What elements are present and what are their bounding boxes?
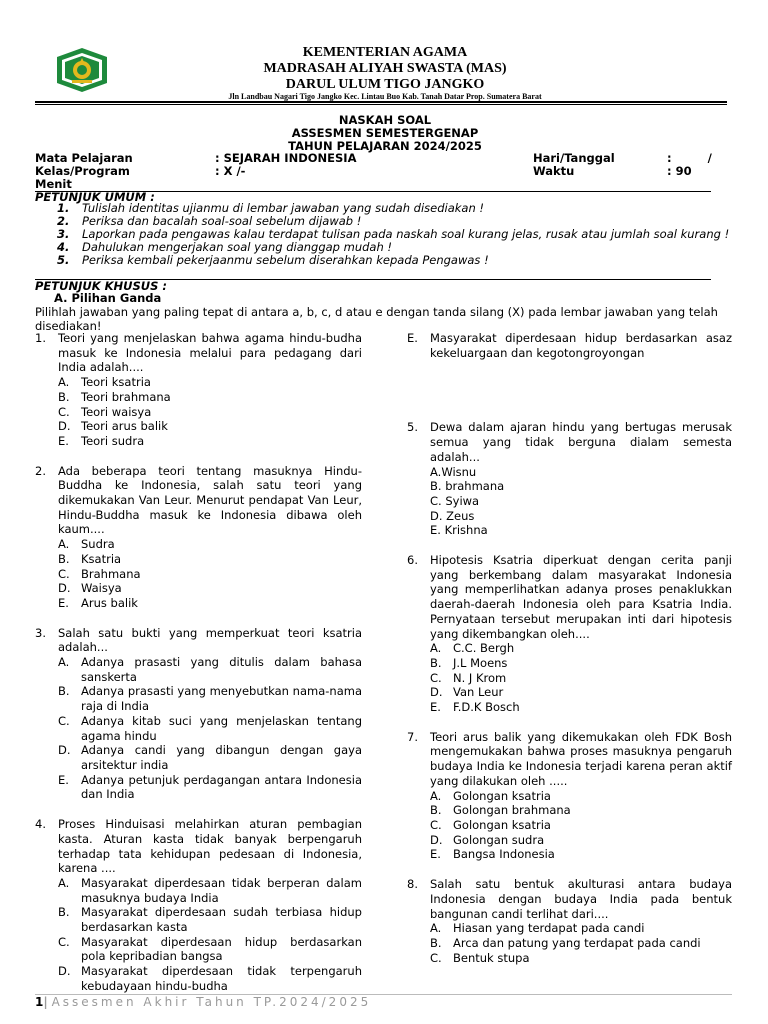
item-number: 3. <box>57 227 70 241</box>
option-text: Teori sudra <box>81 433 145 448</box>
kelas-label: Kelas/Program <box>35 164 130 178</box>
option-letter: B. <box>430 655 442 670</box>
option-text: Sudra <box>81 537 115 552</box>
question-text: Salah satu bentuk akulturasi antara budaya Indonesia dengan budaya India pada bentuk bangunan candi terlihat dari.... <box>430 877 732 921</box>
petunjuk-khusus-title: PETUNJUK KHUSUS : <box>35 279 168 293</box>
option-text: Golongan ksatria <box>453 788 551 803</box>
waktu-label: Waktu <box>533 164 575 178</box>
option-letter: C. <box>58 566 70 581</box>
kemenag-logo <box>55 47 109 93</box>
option[interactable] <box>430 700 732 715</box>
option[interactable] <box>58 434 362 449</box>
option-continuation[interactable] <box>407 331 732 360</box>
menit-label: Menit <box>35 177 72 191</box>
option[interactable] <box>58 390 362 405</box>
option[interactable] <box>430 847 732 862</box>
option-text: Masyarakat diperdesaan hidup berdasarkan pola kepribadian bangsa <box>81 934 362 964</box>
option[interactable] <box>430 685 732 700</box>
petunjuk-umum-item <box>57 254 737 267</box>
option[interactable] <box>430 671 732 686</box>
option-letter: B. <box>58 389 70 404</box>
option-letter: C. <box>58 404 70 419</box>
option[interactable] <box>430 523 732 538</box>
question-text: Teori arus balik yang dikemukakan oleh FDK Bosh mengemukakan bahwa proses masuknya pengaruh budaya India ke Indonesia terjadi karena peran aktif yang dilakukan oleh ..... <box>430 729 732 788</box>
item-number: 1. <box>57 201 70 215</box>
footer-separator: | <box>43 995 48 1009</box>
option-text: Teori waisya <box>81 404 152 419</box>
option-letter: E. <box>407 331 418 345</box>
option[interactable] <box>430 921 732 936</box>
item-text: Periksa dan bacalah soal-soal sebelum dijawab ! <box>82 214 362 228</box>
option-text: F.D.K Bosch <box>453 700 520 715</box>
option[interactable] <box>430 494 732 509</box>
question <box>35 817 362 993</box>
option[interactable] <box>430 789 732 804</box>
option[interactable] <box>58 743 362 772</box>
option[interactable] <box>430 479 732 494</box>
waktu-value: : 90 <box>667 164 692 178</box>
option-letter: E. <box>430 700 441 715</box>
option-letter: E. <box>58 595 69 610</box>
header-school: MADRASAH ALIYAH SWASTA (MAS) <box>263 61 507 76</box>
option-letter: A. <box>58 875 70 890</box>
question-number: 7. <box>407 729 418 744</box>
option[interactable] <box>430 951 732 966</box>
item-number: 5. <box>57 253 70 267</box>
option-text: Golongan brahmana <box>453 803 571 818</box>
option[interactable] <box>430 509 732 524</box>
item-text: Dahulukan mengerjakan soal yang dianggap mudah ! <box>82 240 393 254</box>
option-text: Golongan ksatria <box>453 817 551 832</box>
question <box>407 877 732 965</box>
option-text: Arca dan patung yang terdapat pada candi <box>453 935 701 950</box>
option[interactable] <box>430 656 732 671</box>
option-letter: E. <box>58 772 69 787</box>
footer-text: Assesmen Akhir Tahun TP.2024/2025 <box>51 995 372 1009</box>
question-text: Proses Hinduisasi melahirkan aturan pembagian kasta. Aturan kasta tidak banyak berpengaruh terhadap tata kehidupan pedesaan di Indonesia, karena .... <box>58 817 362 876</box>
option-letter: A. <box>58 655 70 670</box>
option[interactable] <box>58 552 362 567</box>
option-text: A.Wisnu <box>430 464 477 479</box>
kelas-value: : X /- <box>215 164 246 178</box>
option-text: D. Zeus <box>430 508 475 523</box>
option[interactable] <box>58 537 362 552</box>
option-text: Brahmana <box>81 566 141 581</box>
option-text: E. Krishna <box>430 523 488 538</box>
options <box>58 537 362 611</box>
option[interactable] <box>430 818 732 833</box>
header-divider <box>35 101 727 103</box>
options <box>58 375 362 449</box>
option[interactable] <box>58 876 362 905</box>
petunjuk-umum-list <box>57 202 737 267</box>
option-letter: D. <box>58 743 71 758</box>
option-text: Masyarakat diperdesaan tidak berperan dalam masuknya budaya India <box>81 875 362 905</box>
option-letter: A. <box>58 537 70 552</box>
option-text: Bangsa Indonesia <box>453 847 555 862</box>
option-letter: C. <box>430 817 442 832</box>
question-number: 1. <box>35 331 46 345</box>
option-text: Masyarakat diperdesaan hidup berdasarkan asaz kekeluargaan dan kegotongroyongan <box>430 331 732 360</box>
option-text: Adanya petunjuk perdagangan antara Indonesia dan India <box>81 772 362 802</box>
questions-left-column <box>35 331 362 994</box>
option-letter: E. <box>58 433 69 448</box>
question-text: Salah satu bukti yang memperkuat teori ksatria adalah... <box>58 625 362 655</box>
options <box>430 921 732 965</box>
option-letter: D. <box>430 832 443 847</box>
question-number: 4. <box>35 817 46 832</box>
doc-subtitle: ASSESMEN SEMESTERGENAP <box>291 126 479 140</box>
option-letter: D. <box>58 581 71 596</box>
option-text: Ksatria <box>81 551 122 566</box>
question-text: Dewa dalam ajaran hindu yang bertugas merusak semua yang tidak berguna dialam semesta adalah... <box>430 420 732 464</box>
options <box>58 655 362 802</box>
question-text: Hipotesis Ksatria diperkuat dengan cerita panji yang berkembang dalam masyarakat Indonesia yang memperlihatkan adanya proses penaklukkan daerah-daerah Indonesia oleh para Ksatria India. Pernyataan tersebut merupakan inti dari hipotesis yang dikembangkan oleh.... <box>430 553 732 641</box>
option[interactable] <box>58 935 362 964</box>
option-text: Teori ksatria <box>81 375 151 390</box>
option[interactable] <box>58 684 362 713</box>
options <box>430 641 732 715</box>
question <box>407 420 732 538</box>
option-letter: C. <box>430 950 442 965</box>
option-letter: A. <box>430 921 442 936</box>
question-number: 3. <box>35 625 46 640</box>
option-letter: A. <box>430 788 442 803</box>
header-divider-thin <box>35 104 727 105</box>
option-text: Bentuk stupa <box>453 950 530 965</box>
option-letter: E. <box>430 847 441 862</box>
item-number: 2. <box>57 214 70 228</box>
option[interactable] <box>58 405 362 420</box>
doc-title: NASKAH SOAL <box>338 113 432 127</box>
question <box>35 464 362 611</box>
option-text: Masyarakat diperdesaan tidak terpengaruh kebudayaan hindu-budha <box>81 964 362 993</box>
pg-intro: Pilihlah jawaban yang paling tepat di antara a, b, c, d atau e dengan tanda silang (X) pada lembar jawaban yang telah disediakan! <box>35 305 718 333</box>
option-text: Adanya kitab suci yang menjelaskan tentang agama hindu <box>81 713 362 743</box>
header-ministry: KEMENTERIAN AGAMA <box>302 45 468 60</box>
question <box>35 626 362 802</box>
question <box>407 553 732 715</box>
header-school-name: DARUL ULUM TIGO JANGKO <box>285 77 485 92</box>
option[interactable] <box>430 641 732 656</box>
doc-year: TAHUN PELAJARAN 2024/2025 <box>288 139 482 153</box>
option-letter: D. <box>58 419 71 434</box>
section-pilihan-ganda: A. Pilihan Ganda <box>54 291 162 305</box>
option-letter: C. <box>430 670 442 685</box>
option-text: Van Leur <box>453 685 504 700</box>
option-text: N. J Krom <box>453 670 507 685</box>
option[interactable] <box>58 773 362 802</box>
item-text: Laporkan pada pengawas kalau terdapat tulisan pada naskah soal kurang jelas, rusak atau jumlah soal kurang ! <box>82 227 730 241</box>
mapel-value: : SEJARAH INDONESIA <box>215 151 357 165</box>
header-address: Jln Landbau Nagari Tigo Jangko Kec. Lintau Buo Kab. Tanah Datar Prop. Sumatera Barat <box>228 92 542 101</box>
option-letter: B. <box>430 935 442 950</box>
option-letter: C. <box>58 934 70 949</box>
option-letter: B. <box>430 803 442 818</box>
option[interactable] <box>430 803 732 818</box>
option-letter: C. <box>58 713 70 728</box>
option[interactable] <box>58 964 362 993</box>
questions-right-column <box>407 331 732 965</box>
options <box>430 465 732 539</box>
option-letter: A. <box>58 375 70 390</box>
option-text: Teori arus balik <box>81 419 168 434</box>
page-number: 1 <box>35 995 44 1009</box>
mapel-label: Mata Pelajaran <box>35 151 133 165</box>
option[interactable] <box>58 581 362 596</box>
question-number: 2. <box>35 463 46 478</box>
question-number: 5. <box>407 420 418 435</box>
options <box>58 876 362 994</box>
option-text: Teori brahmana <box>81 389 171 404</box>
options <box>430 789 732 863</box>
option[interactable] <box>58 655 362 684</box>
option-text: Hiasan yang terdapat pada candi <box>453 921 645 936</box>
petunjuk-umum-title: PETUNJUK UMUM : <box>35 190 155 204</box>
option-text: Adanya prasasti yang menyebutkan nama-nama raja di India <box>81 684 362 714</box>
option-letter: B. <box>58 905 70 920</box>
option-letter: D. <box>58 964 71 979</box>
item-text: Tulislah identitas ujianmu di lembar jawaban yang sudah disediakan ! <box>82 201 485 215</box>
option-text: Waisya <box>81 581 122 596</box>
option[interactable] <box>58 419 362 434</box>
option[interactable] <box>58 905 362 934</box>
question <box>407 730 732 862</box>
hari-value: : / <box>667 151 712 165</box>
hari-label: Hari/Tanggal <box>533 151 615 165</box>
option[interactable] <box>430 936 732 951</box>
option[interactable] <box>58 714 362 743</box>
option-text: J.L Moens <box>453 655 508 670</box>
question-text: Teori yang menjelaskan bahwa agama hindu-budha masuk ke Indonesia melalui para pedagang dari India adalah.... <box>58 331 362 375</box>
question-number: 8. <box>407 877 418 892</box>
option[interactable] <box>58 375 362 390</box>
option-text: C.C. Bergh <box>453 641 515 656</box>
option-letter: A. <box>430 641 442 656</box>
option[interactable] <box>430 465 732 480</box>
option-text: Arus balik <box>81 595 138 610</box>
option-letter: B. <box>58 551 70 566</box>
option-text: Adanya prasasti yang ditulis dalam bahasa sanskerta <box>81 655 362 684</box>
option[interactable] <box>58 567 362 582</box>
question-text: Ada beberapa teori tentang masuknya Hindu-Buddha ke Indonesia, salah satu teori yang dikemukakan Van Leur. Menurut pendapat Van Leur, Hindu-Buddha masuk ke Indonesia dibawa oleh kaum.... <box>58 463 362 537</box>
option-text: Golongan sudra <box>453 832 545 847</box>
item-number: 4. <box>57 240 70 254</box>
option-letter: D. <box>430 685 443 700</box>
option-text: Adanya candi yang dibangun dengan gaya arsitektur india <box>81 743 362 772</box>
option-letter: B. <box>58 684 70 699</box>
option[interactable] <box>430 833 732 848</box>
option-text: C. Syiwa <box>430 493 480 508</box>
footer <box>35 995 371 1009</box>
option-text: B. brahmana <box>430 479 505 494</box>
option-text: Masyarakat diperdesaan sudah terbiasa hidup berdasarkan kasta <box>81 905 362 935</box>
option[interactable] <box>58 596 362 611</box>
question-number: 6. <box>407 553 418 568</box>
item-text: Periksa kembali pekerjaanmu sebelum diserahkan kepada Pengawas ! <box>82 253 489 267</box>
question <box>35 331 362 449</box>
